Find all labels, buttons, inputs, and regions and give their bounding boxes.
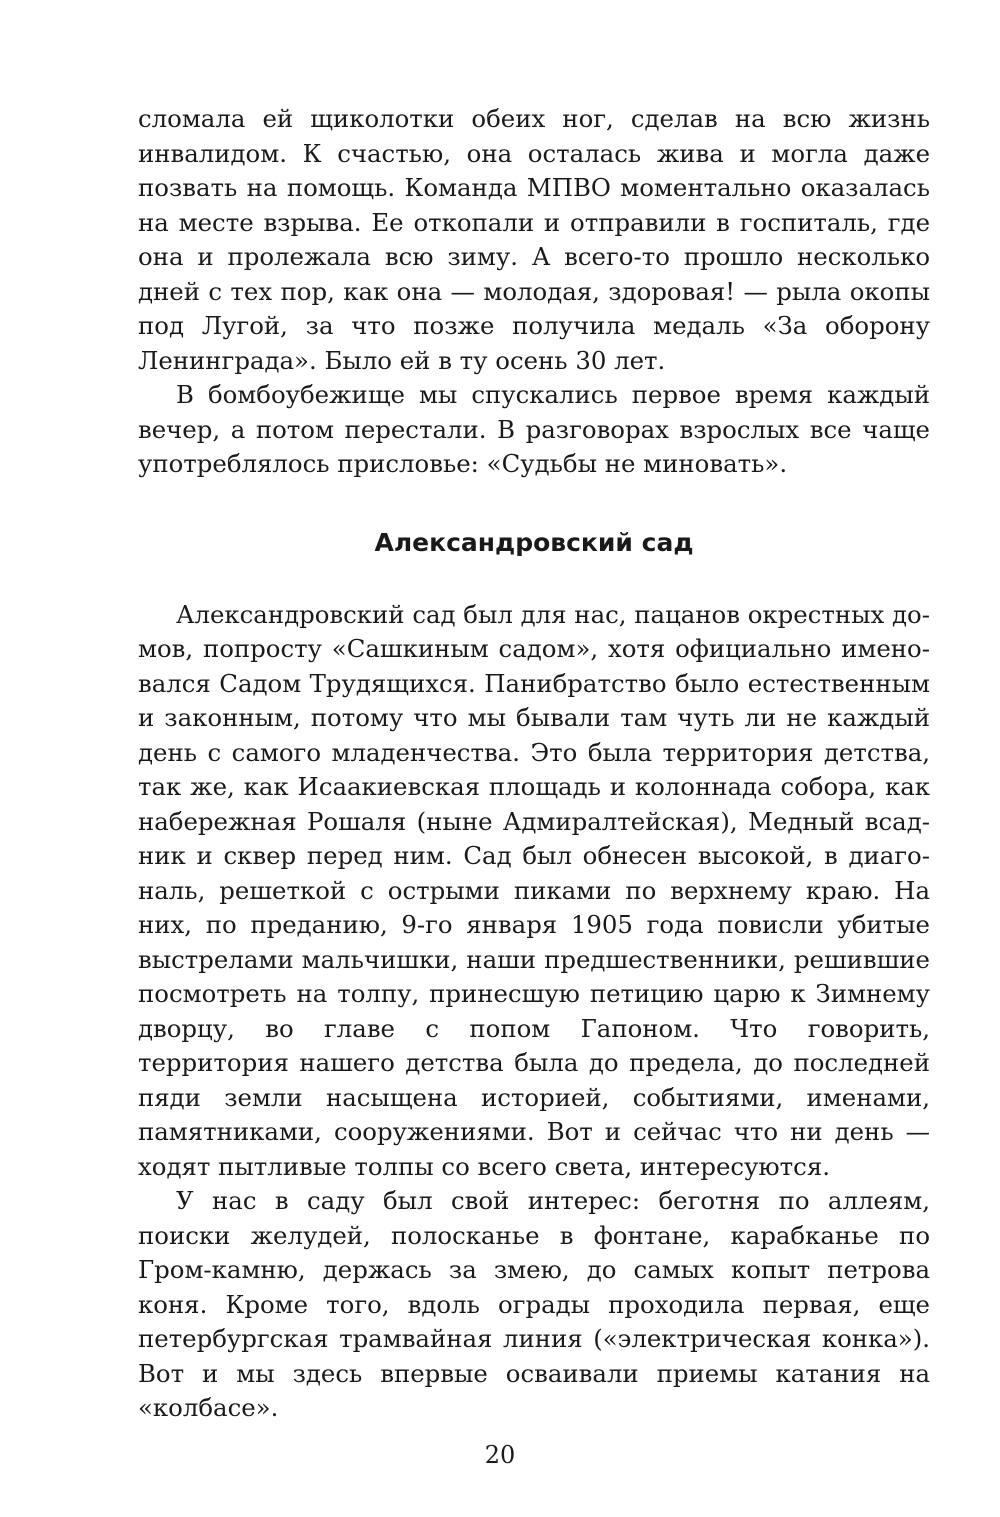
paragraph-top-1: сломала ей щиколотки обеих ног, сделав на всю жизнь инвалидом. К счастью, она осталась жива и могла даже позвать на помощь. Команда МПВО моментально оказалась на месте взрыва. Ее откопали и отправили в госпиталь, где она и пролежала всю зиму. А всего-то прошло несколько дней с тех пор, как она — молодая, здоровая! — рыла окопы под Лугой, за что позже получила медаль «За оборону Ленинграда». Было ей в ту осень 30 лет. xyxy=(138,104,930,375)
section-heading: Александровский сад xyxy=(374,527,694,557)
page-body xyxy=(138,102,930,1426)
paragraph-bottom-2: У нас в саду был свой интерес: беготня по аллеям, поиски желудей, полосканье в фонтане, карабканье по Гром-камню, держась за змею, до самых копыт петрова коня. Кроме того, вдоль ограды проходила первая, еще петербургская трамвайная линия («электрическая конка»). Вот и мы здесь впервые осваивали приемы катания на «колбасе». xyxy=(138,1186,930,1422)
paragraph-top-2: В бомбоубежище мы спускались первое время каждый вечер, а потом перестали. В разговорах взрослых все чаще употреблялось присловье: «Судьбы не миновать». xyxy=(138,380,930,478)
page-number: 20 xyxy=(484,1441,516,1469)
paragraph-bottom-1: Александровский сад был для нас, пацанов окрестных домов, попросту «Сашкиным садом», хотя официально именовался Садом Трудящихся. Панибратство было естественным и законным, потому что мы бывали там чуть ли не каждый день с самого младенчества. Это была территория детства, так же, как Исаакиевская площадь и колоннада собора, как набережная Рошаля (ныне Адмиралтейская), Медный всадник и сквер перед ним. Сад был обнесен высокой, в диагональ, решеткой с острыми пиками по верхнему краю. На них, по преданию, 9-го января 1905 года повисли убитые выстрелами мальчишки, наши предшественники, решившие посмотреть на толпу, принесшую петицию царю к Зимнему дворцу, во главе с попом Гапоном. Что говорить, территория нашего детства была до предела, до последней пяди земли насыщена историей, событиями, именами, памятниками, сооружениями. Вот и сейчас что ни день — ходят пытливые толпы со всего света, интересуются. xyxy=(138,599,930,1181)
